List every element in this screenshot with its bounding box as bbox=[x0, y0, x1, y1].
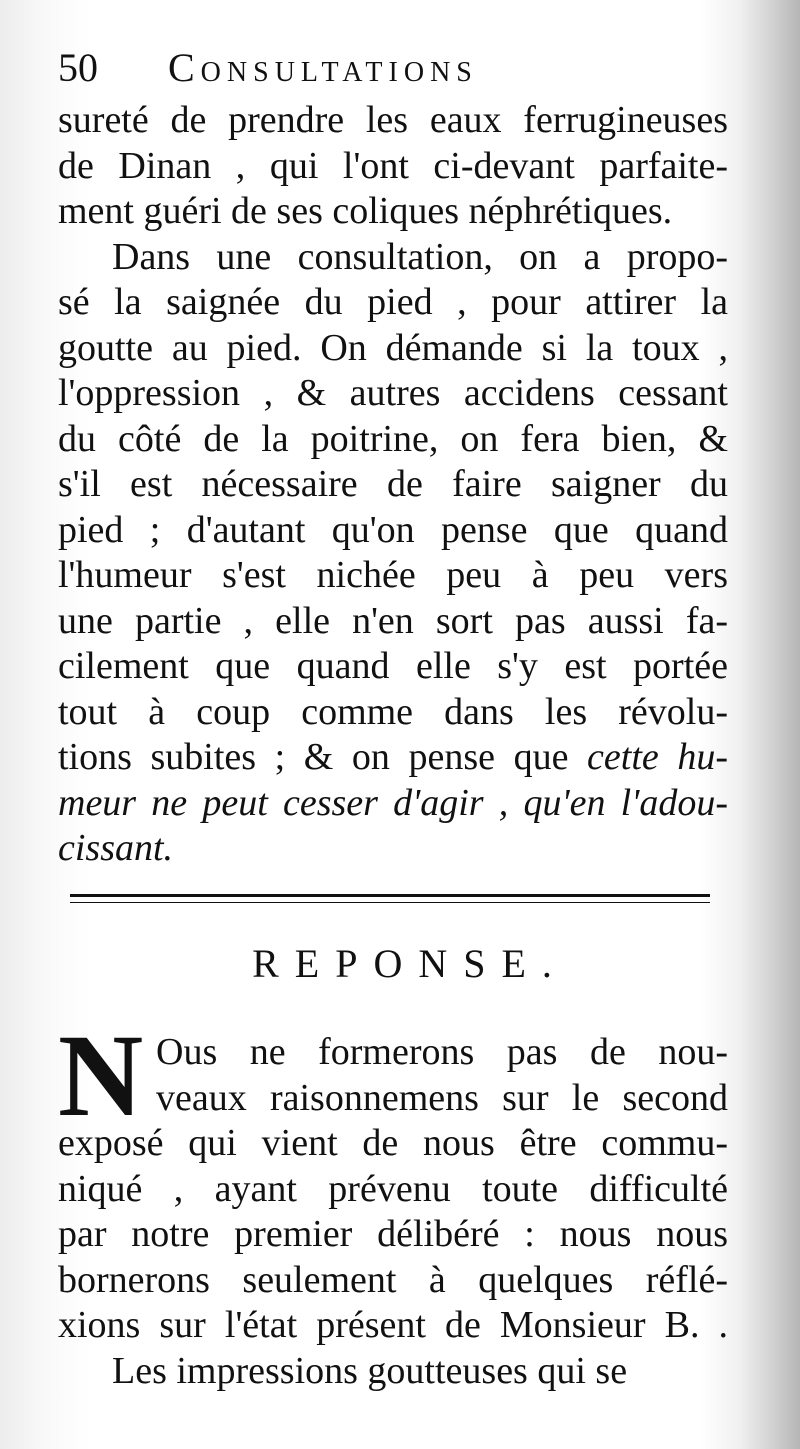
text-line: Dans une consultation, on a propo- bbox=[112, 235, 728, 278]
body-text bbox=[58, 98, 728, 872]
text-line: bornerons seulement à quelques réflé- bbox=[58, 1258, 728, 1301]
text-line: Ous ne formerons pas de nou- bbox=[156, 1031, 728, 1073]
text-line: du côté de la poitrine, on fera bien, & bbox=[58, 417, 728, 460]
dropcap-block bbox=[58, 1010, 728, 1141]
page-number: 50 bbox=[58, 45, 98, 90]
text-line: l'humeur s'est nichée peu à peu vers bbox=[58, 554, 728, 596]
reponse-text bbox=[58, 1010, 728, 1394]
text-line: niqué , ayant prévenu toute difficulté bbox=[58, 1167, 728, 1210]
text-line: ment guéri de ses coliques néphrétiques. bbox=[58, 190, 673, 232]
text-line: sé la saignée du pied , pour attirer la bbox=[58, 281, 728, 323]
text-line: exposé qui vient de nous être commu- bbox=[58, 1122, 728, 1164]
italic-segment: cette hu- bbox=[587, 736, 728, 778]
text-line: de Dinan , qui l'ont ci-devant parfaite- bbox=[58, 144, 728, 187]
running-head: Consultations bbox=[168, 45, 478, 90]
text-line-italic: meur ne peut cesser d'agir , qu'en l'adou- bbox=[58, 781, 728, 824]
text-line: par notre premier délibéré : nous nous bbox=[58, 1213, 728, 1255]
text-line: s'il est nécessaire de faire saigner du bbox=[58, 463, 728, 505]
text-line: cilement que quand elle s'y est portée bbox=[58, 645, 728, 687]
text-line: Les impressions goutteuses qui se bbox=[112, 1349, 628, 1392]
text-line: pied ; d'autant qu'on pense que quand bbox=[58, 508, 728, 551]
text-line: xions sur l'état présent de Monsieur B. . bbox=[58, 1304, 728, 1346]
text-line: goutte au pied. On démande si la toux , bbox=[58, 326, 728, 369]
text-line-italic: cissant. bbox=[58, 827, 174, 869]
drop-cap-letter: N bbox=[58, 1010, 144, 1141]
text-line: tout à coup comme dans les révolu- bbox=[58, 690, 728, 733]
page-header bbox=[58, 44, 618, 104]
roman-segment: tions subites ; & on pense que bbox=[58, 736, 588, 778]
text-line: veaux raisonnemens sur le second bbox=[156, 1076, 728, 1119]
text-line: sureté de prendre les eaux ferrugineuses bbox=[58, 99, 728, 141]
text-line-mixed bbox=[58, 735, 728, 781]
text-line: l'oppression , & autres accidens cessant bbox=[58, 372, 728, 414]
section-divider bbox=[70, 894, 710, 903]
text-line: une partie , elle n'en sort pas aussi fa- bbox=[58, 599, 728, 642]
section-title: REPONSE. bbox=[252, 941, 568, 986]
